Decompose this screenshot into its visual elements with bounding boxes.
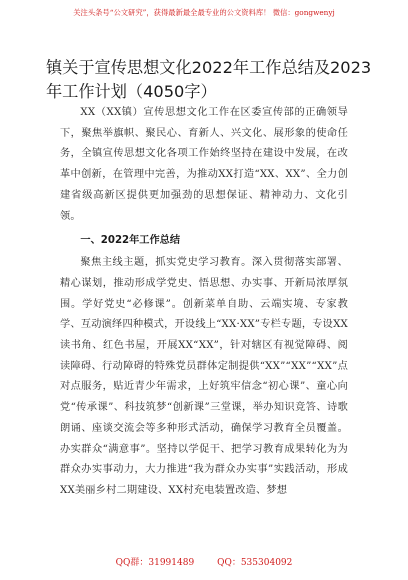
document-title: 镇关于宣传思想文化2022年工作总结及2023年工作计划（4050字）	[46, 58, 372, 101]
section-heading: 一、2022年工作总结	[80, 235, 181, 247]
promo-banner: 关注头条号“公文研究”，获得最新最全最专业的公文资料库！ 微信：gongwenyj	[73, 8, 335, 17]
qq-number: QQ：535304092	[217, 558, 293, 568]
section-paragraph: 聚焦主线主题，抓实党史学习教育。深入贯彻落实部署、精心谋划，推动形成学党史、悟思想、办实事、开新局浓厚氛围。学好党史“必修课”。创新菜单自助、云端实境、专家教学、互动演绎四种模式，开设线上“XX·XX”专栏专题，专设XX读书角、红色书屋，开展XX“XX”，针对辖区有视觉障碍、阅读障碍、行动障碍的特殊党员群体定制提供“XX”“XX”“XX”点对点服务，贴近青少年需求，上好筑牢信念“初心课”、童心向党“传承课”、科技筑梦“创新课”三堂课，举办知识竞答、诗歌朗诵、座谈交流会等多种形式活动，确保学习教育全员覆盖。办实群众“满意事”。坚持以学促干、把学习教育成果转化为为群众办实事动力，大力推进“我为群众办实事”实践活动，形成XX美丽乡村二期建设、XX村充电装置改造、梦想	[60, 257, 348, 496]
document-body	[60, 103, 348, 502]
contact-footer	[0, 555, 408, 568]
intro-paragraph: XX（XX镇）宣传思想文化工作在区委宣传部的正确领导下，聚焦举旗帜、聚民心、育新人、兴文化、展形象的使命任务，全镇宣传思想文化各项工作始终坚持在建设中发展，在改革中创新，在管理中完善，为推动XX打造“XX、XX”、全力创建省级高新区提供更加强劲的思想保证、精神动力、文化引领。	[60, 107, 348, 222]
qq-group-number: QQ群：31991489	[115, 558, 195, 568]
